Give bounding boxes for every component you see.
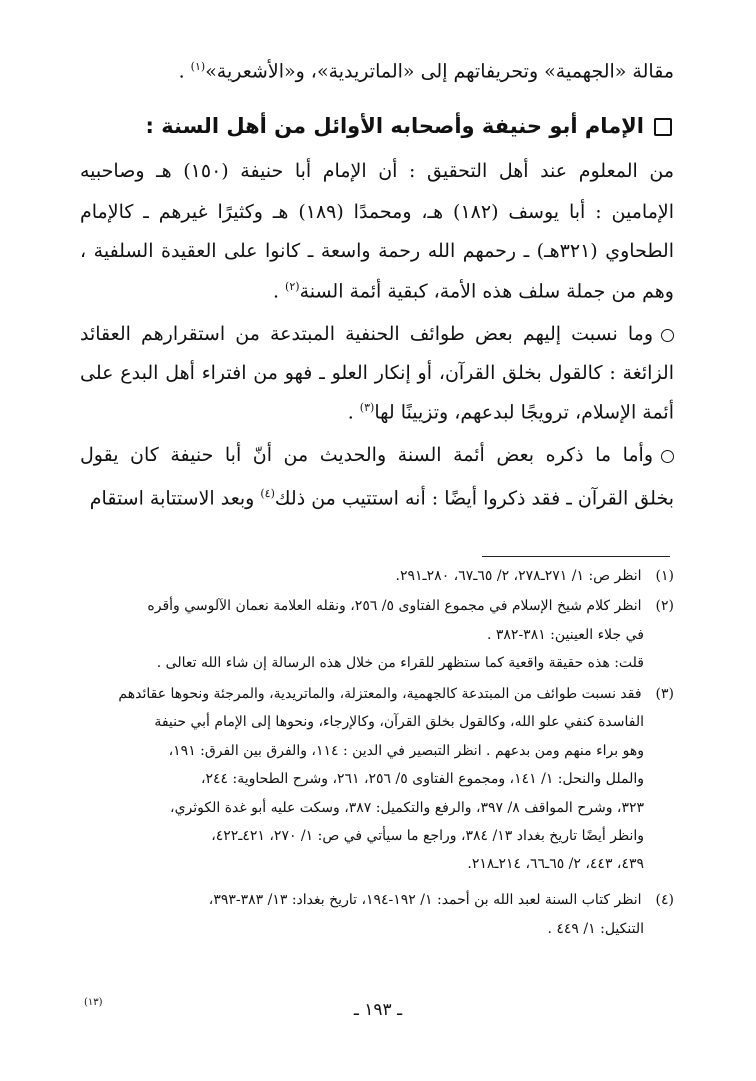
footnote-3-line: وهو براء منهم ومن بدعهم . انظر التبصير في الدين : ١١٤، والفرق بين الفرق: ١٩١، — [168, 743, 644, 759]
paragraph-text: أئمة الإسلام، ترويجًا لبدعهم، وتزيينًا لها — [374, 401, 674, 424]
printer-signature: (١٣) — [84, 997, 103, 1008]
footnote-3-line: الفاسدة كنفي علو الله، وكالقول بخلق القرآن، وكالإرجاء، ونحوها إلى الإمام أبي حنيفة — [154, 714, 644, 730]
footnote-3 — [80, 686, 674, 702]
intro-line — [80, 60, 674, 82]
paragraph-text: وهم من جملة سلف هذه الأمة، كبقية أئمة السنة — [299, 280, 674, 303]
footnote-text: انظر كتاب السنة لعبد الله بن أحمد: ١/ ١٩٢-١٩٤، تاريخ بغداد: ١٣/ ٣٨٣-٣٩٣، — [208, 892, 642, 908]
footnote-number: (٤) — [655, 892, 674, 908]
paragraph-line — [80, 280, 674, 302]
section-heading — [80, 114, 674, 138]
paragraph-line: من المعلوم عند أهل التحقيق : أن الإمام أبا حنيفة (١٥٠) هـ وصاحبيه — [80, 160, 674, 182]
footnote-1 — [80, 568, 674, 584]
footnote-3-line: والملل والنحل: ١/ ١٤١، ومجموع الفتاوى ٥/ ٢٥٦، ٢٦١، وشرح الطحاوية: ٢٤٤، — [200, 771, 644, 787]
footnote-ref-1[interactable]: (١) — [190, 60, 206, 73]
footnote-divider — [482, 556, 670, 557]
footnote-text: انظر ص: ١/ ٢٧١ـ٢٧٨، ٢/ ٦٥ـ٦٧، ٢٨٠ـ٢٩١. — [395, 568, 642, 584]
heading-text: الإمام أبو حنيفة وأصحابه الأوائل من أهل السنة : — [145, 114, 644, 138]
paragraph-line: الطحاوي (٣٢١هـ) ـ رحمهم الله رحمة واسعة ـ كانوا على العقيدة السلفية ، — [80, 240, 674, 262]
paragraph-text: وما نسبت إليهم بعض طوائف الحنفية المبتدعة من استقرارهم العقائد — [80, 323, 653, 345]
footnote-number: (٣) — [655, 686, 674, 702]
footnote-3-line: ٣٢٣، وشرح المواقف ٨/ ٣٩٧، والرفع والتكميل: ٣٨٧، وسكت عليه أبو غدة الكوثري، — [170, 800, 644, 816]
footnote-3-line: وانظر أيضًا تاريخ بغداد ١٣/ ٣٨٤، وراجع ما سيأتي في ص: ١/ ٢٧٠، ٤٢١ـ٤٢٢، — [211, 828, 644, 844]
intro-text: مقالة «الجهمية» وتحريفاتهم إلى «الماتريدية»، و«الأشعرية» — [205, 60, 674, 83]
footnote-2 — [80, 598, 674, 614]
paragraph-text: وأما ما ذكره بعض أئمة السنة والحديث من أنّ أبا حنيفة كان يقول — [80, 444, 653, 466]
footnote-2-line: في جلاء العينين: ٣٨١-٣٨٢ . — [486, 627, 644, 643]
paragraph-text: وبعد الاستتابة استقام — [89, 487, 255, 510]
sentence-end: . — [272, 280, 279, 303]
circle-bullet-icon — [661, 450, 674, 463]
page-number: ـ ١٩٣ ـ — [353, 1000, 403, 1020]
footnote-text: انظر كلام شيخ الإسلام في مجموع الفتاوى ٥/ ٢٥٦، ونقله العلامة نعمان الآلوسي وأقره — [147, 598, 642, 614]
footnote-ref-3[interactable]: (٣) — [359, 401, 375, 414]
circle-bullet-icon — [661, 329, 674, 342]
footnote-4 — [80, 892, 674, 908]
square-bullet-icon — [654, 118, 672, 136]
footnote-text: فقد نسبت طوائف من المبتدعة كالجهمية، والمعتزلة، والماتريدية، والمرجئة ونحوها عقائدهم — [118, 686, 642, 702]
paragraph-line — [80, 323, 674, 345]
paragraph-line: الإمامين : أبا يوسف (١٨٢) هـ، ومحمدًا (١٨٩) هـ وكثيرًا غيرهم ـ كالإمام — [80, 201, 674, 223]
paragraph-line — [80, 444, 674, 466]
footnote-2-line: قلت: هذه حقيقة واقعية كما ستظهر للقراء من خلال هذه الرسالة إن شاء الله تعالى . — [156, 655, 644, 671]
paragraph-line — [80, 487, 674, 509]
paragraph-line: الزائغة : كالقول بخلق القرآن، أو إنكار العلو ـ فهو من افتراء أهل البدع على — [80, 362, 674, 384]
footnote-number: (١) — [655, 568, 674, 584]
footnote-number: (٢) — [655, 598, 674, 614]
paragraph-line — [80, 401, 674, 423]
paragraph-text: بخلق القرآن ـ فقد ذكروا أيضًا : أنه استتيب من ذلك — [274, 487, 674, 510]
footnote-ref-2[interactable]: (٢) — [285, 280, 300, 293]
sentence-end: . — [347, 401, 354, 424]
intro-end: . — [178, 60, 185, 83]
footnote-ref-4[interactable]: (٤) — [260, 487, 275, 500]
footnote-4-line: التنكيل: ١/ ٤٤٩ . — [547, 921, 644, 937]
footnote-3-line: ٤٣٩، ٤٤٣، ٢/ ٦٥ـ٦٦، ٢١٤ـ٢١٨. — [467, 856, 644, 872]
